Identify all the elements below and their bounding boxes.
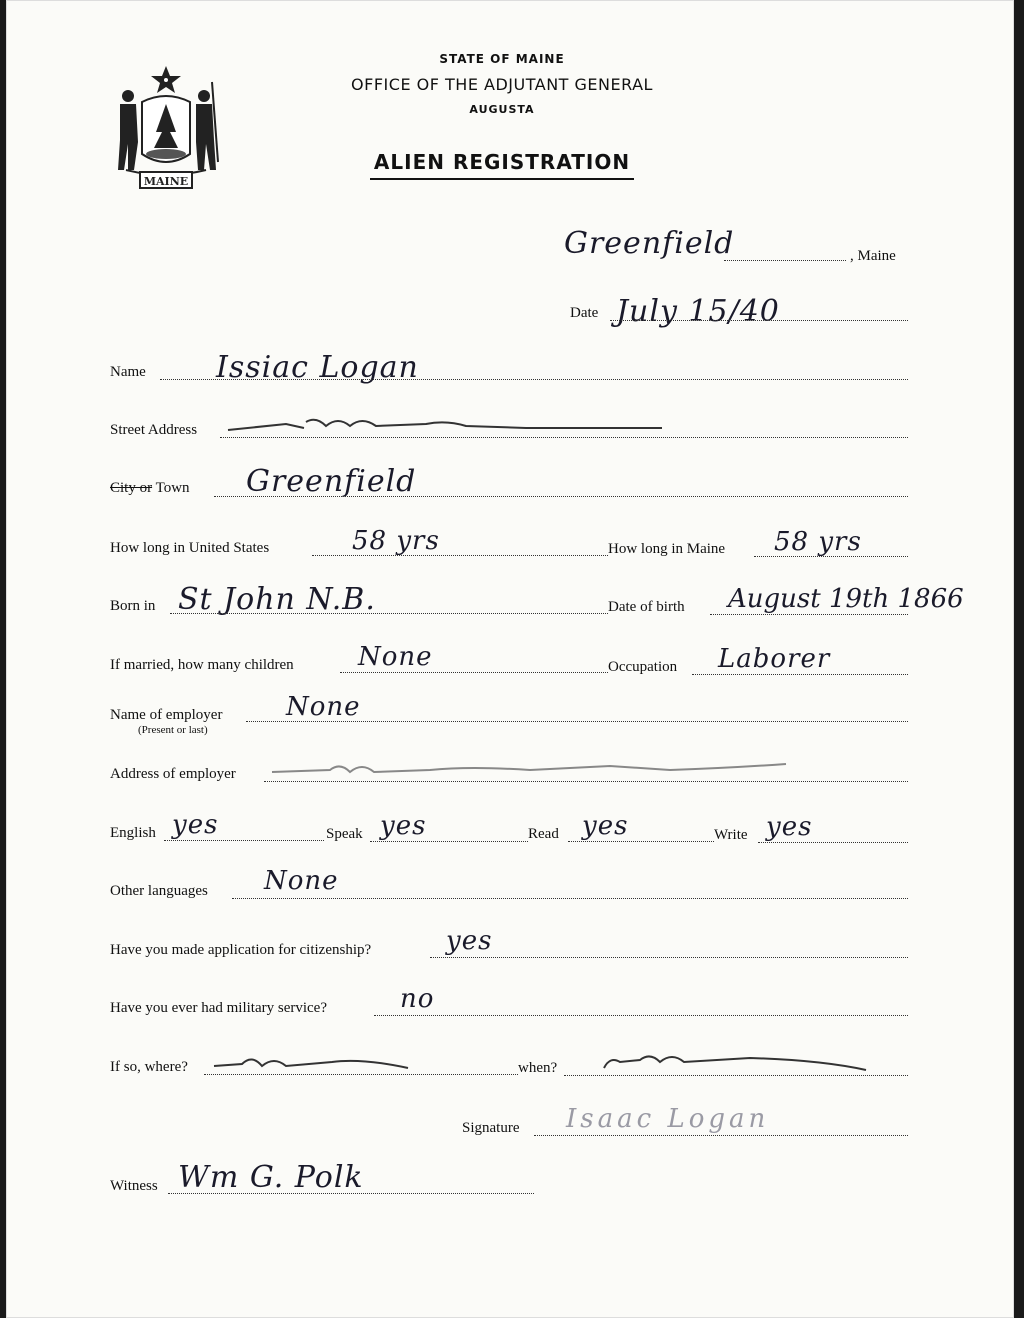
years-me-label: How long in Maine [608,541,726,557]
city-heading: AUGUSTA [469,103,535,116]
children-value: None [358,642,433,672]
when-label: when? [518,1060,558,1076]
speak-line [370,841,528,842]
signature-line [534,1135,908,1136]
write-label: Write [714,827,748,843]
date-value: July 15/40 [616,294,780,329]
form-title: ALIEN REGISTRATION [0,150,1006,174]
street-dash-mark [226,412,666,436]
where-dash-mark [212,1048,412,1074]
employer-label: Name of employer [110,707,223,723]
employer-address-dash-mark [270,756,790,780]
state-heading: STATE OF MAINE [439,52,565,66]
when-dash-mark [600,1046,870,1074]
english-line [164,840,324,841]
witness-line [168,1193,534,1194]
years-us-line [312,555,608,556]
years-us-label: How long in United States [110,540,270,556]
occupation-value: Laborer [718,644,831,674]
signature-label: Signature [462,1120,520,1136]
witness-value: Wm G. Polk [178,1160,364,1195]
employer-address-line [264,781,908,782]
dob-label: Date of birth [608,599,685,615]
date-line [610,320,908,321]
town-value: Greenfield [246,464,417,499]
date-label: Date [570,305,599,321]
where-label: If so, where? [110,1059,188,1075]
employer-line [246,721,908,722]
maine-label: , Maine [850,248,896,264]
years-me-line [754,556,908,557]
children-line [340,672,608,673]
born-line [170,613,608,614]
military-value: no [400,984,435,1014]
dob-value: August 19th 1866 [728,584,964,614]
where-line [204,1074,518,1075]
dob-line [710,614,908,615]
children-label: If married, how many children [110,657,294,673]
name-label: Name [110,364,146,380]
name-line [160,379,908,380]
military-line [374,1015,908,1016]
military-label: Have you ever had military service? [110,1000,327,1016]
occupation-line [692,674,908,675]
born-label: Born in [110,598,156,614]
citizenship-line [430,957,908,958]
office-heading: OFFICE OF THE ADJUTANT GENERAL [351,75,653,94]
born-value: St John N.B. [178,582,376,617]
name-value: Issiac Logan [216,350,419,385]
registration-form [6,0,1014,1318]
employer-address-label: Address of employer [110,766,236,782]
write-value: yes [766,812,813,842]
place-line [724,260,846,261]
employer-sublabel: (Present or last) [138,724,208,736]
read-value: yes [582,811,629,841]
speak-value: yes [380,811,427,841]
english-value: yes [172,810,219,840]
place-value: Greenfield [564,226,735,261]
speak-label: Speak [326,826,363,842]
employer-value: None [286,692,361,722]
citizenship-value: yes [446,926,493,956]
svg-text:MAINE: MAINE [143,175,189,188]
citizenship-label: Have you made application for citizenship? [110,942,372,958]
write-line [758,842,908,843]
occupation-label: Occupation [608,659,678,675]
years-me-value: 58 yrs [774,527,862,557]
town-line [214,496,908,497]
years-us-value: 58 yrs [352,526,440,556]
street-line [220,437,908,438]
read-line [568,841,714,842]
read-label: Read [528,826,559,842]
other-languages-value: None [264,866,339,896]
witness-label: Witness [110,1178,158,1194]
town-label: City or Town [110,480,190,496]
when-line [564,1075,908,1076]
signature-value: Isaac Logan [566,1104,770,1134]
other-languages-line [232,898,908,899]
english-label: English [110,825,156,841]
other-languages-label: Other languages [110,883,208,899]
street-label: Street Address [110,422,198,438]
